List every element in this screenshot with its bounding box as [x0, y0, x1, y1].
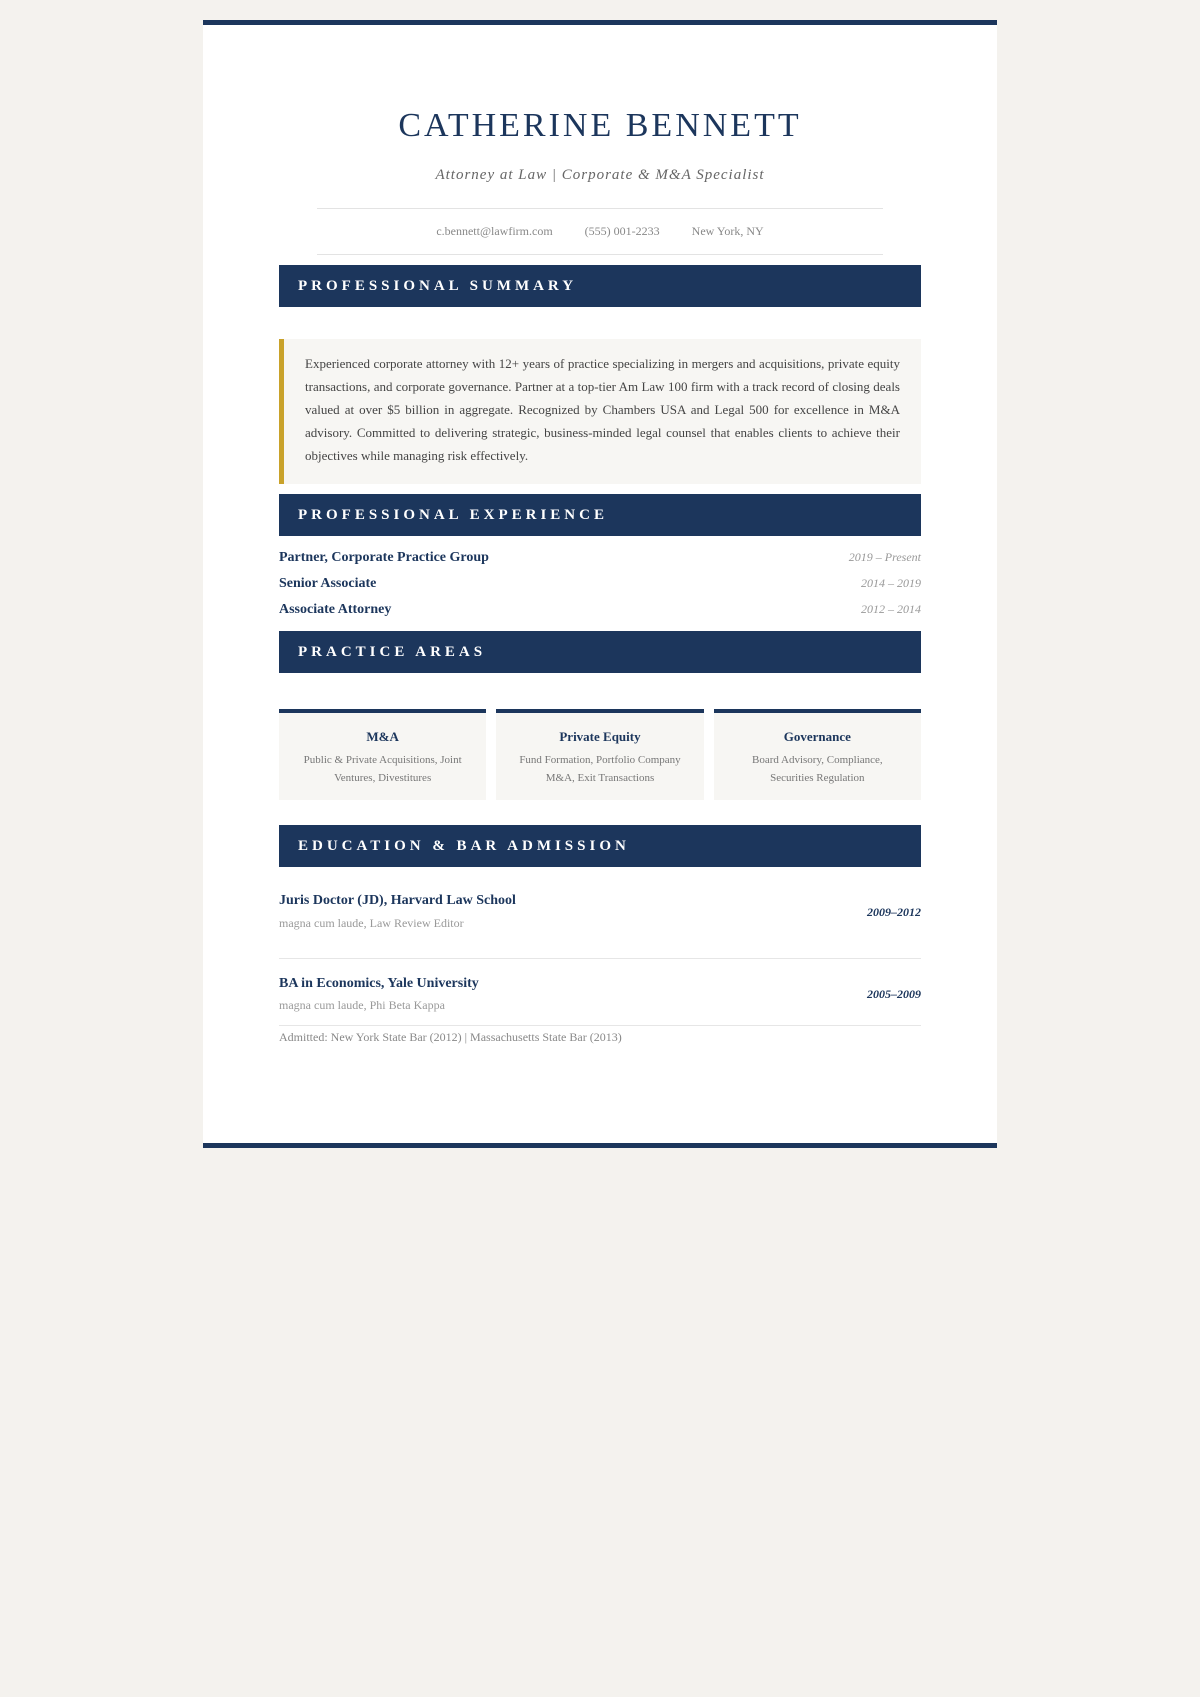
education-item	[279, 893, 921, 959]
education-dates: 2009–2012	[867, 905, 921, 919]
education-dates: 2005–2009	[867, 987, 921, 1001]
practice-area-desc: Fund Formation, Portfolio Company M&A, Exit Transactions	[519, 754, 681, 784]
candidate-title: Attorney at Law | Corporate & M&A Specialist	[435, 167, 765, 183]
contact-bar	[317, 208, 883, 255]
practice-areas	[279, 709, 921, 800]
practice-area-card	[496, 709, 703, 800]
education-degree: Juris Doctor (JD), Harvard Law School	[279, 893, 516, 908]
education-item	[279, 959, 921, 1026]
education-honors: magna cum laude, Phi Beta Kappa	[279, 998, 445, 1012]
practice-area-desc: Board Advisory, Compliance, Securities Regulation	[751, 754, 883, 784]
section-heading-summary: PROFESSIONAL SUMMARY	[279, 265, 921, 307]
practice-area-desc: Public & Private Acquisitions, Joint Ventures, Divestitures	[303, 754, 462, 784]
section-heading-experience: PROFESSIONAL EXPERIENCE	[279, 494, 921, 536]
candidate-name: CATHERINE BENNETT	[398, 107, 802, 144]
experience-role: Senior Associate	[279, 576, 377, 591]
education-honors: magna cum laude, Law Review Editor	[279, 916, 464, 930]
experience-item	[279, 576, 921, 592]
resume-page	[203, 20, 997, 1148]
experience-dates: 2019 – Present	[848, 550, 921, 564]
section-heading-education: EDUCATION & BAR ADMISSION	[279, 825, 921, 867]
summary-block: Experienced corporate attorney with 12+ years of practice specializing in mergers and acquisitions, private equity transactions, and corporate governance. Partner at a top-tier Am Law 100 firm with a track record of closing deals valued at over $5 billion in aggregate. Recognized by Chambers USA and Legal 500 for excellence in M&A advisory. Committed to delivering strategic, business-minded legal counsel that enables clients to achieve their objectives while managing risk effectively.	[279, 339, 921, 484]
contact-email[interactable]: c.bennett@lawfirm.com	[436, 224, 553, 238]
experience-dates: 2012 – 2014	[861, 602, 921, 616]
experience-item	[279, 550, 921, 566]
practice-area-title: Governance	[783, 729, 851, 744]
experience-item	[279, 602, 921, 618]
experience-role: Associate Attorney	[279, 602, 392, 617]
practice-area-card	[279, 709, 486, 800]
practice-area-title: M&A	[366, 729, 399, 744]
section-heading-practice: PRACTICE AREAS	[279, 631, 921, 673]
practice-area-title: Private Equity	[559, 729, 641, 744]
experience-dates: 2014 – 2019	[861, 576, 921, 590]
bar-admission: Admitted: New York State Bar (2012) | Massachusetts State Bar (2013)	[279, 1030, 622, 1044]
contact-location: New York, NY	[691, 224, 764, 238]
practice-area-card	[714, 709, 921, 800]
experience-role: Partner, Corporate Practice Group	[279, 550, 489, 565]
education-degree: BA in Economics, Yale University	[279, 976, 479, 991]
contact-phone: (555) 001-2233	[584, 224, 660, 238]
